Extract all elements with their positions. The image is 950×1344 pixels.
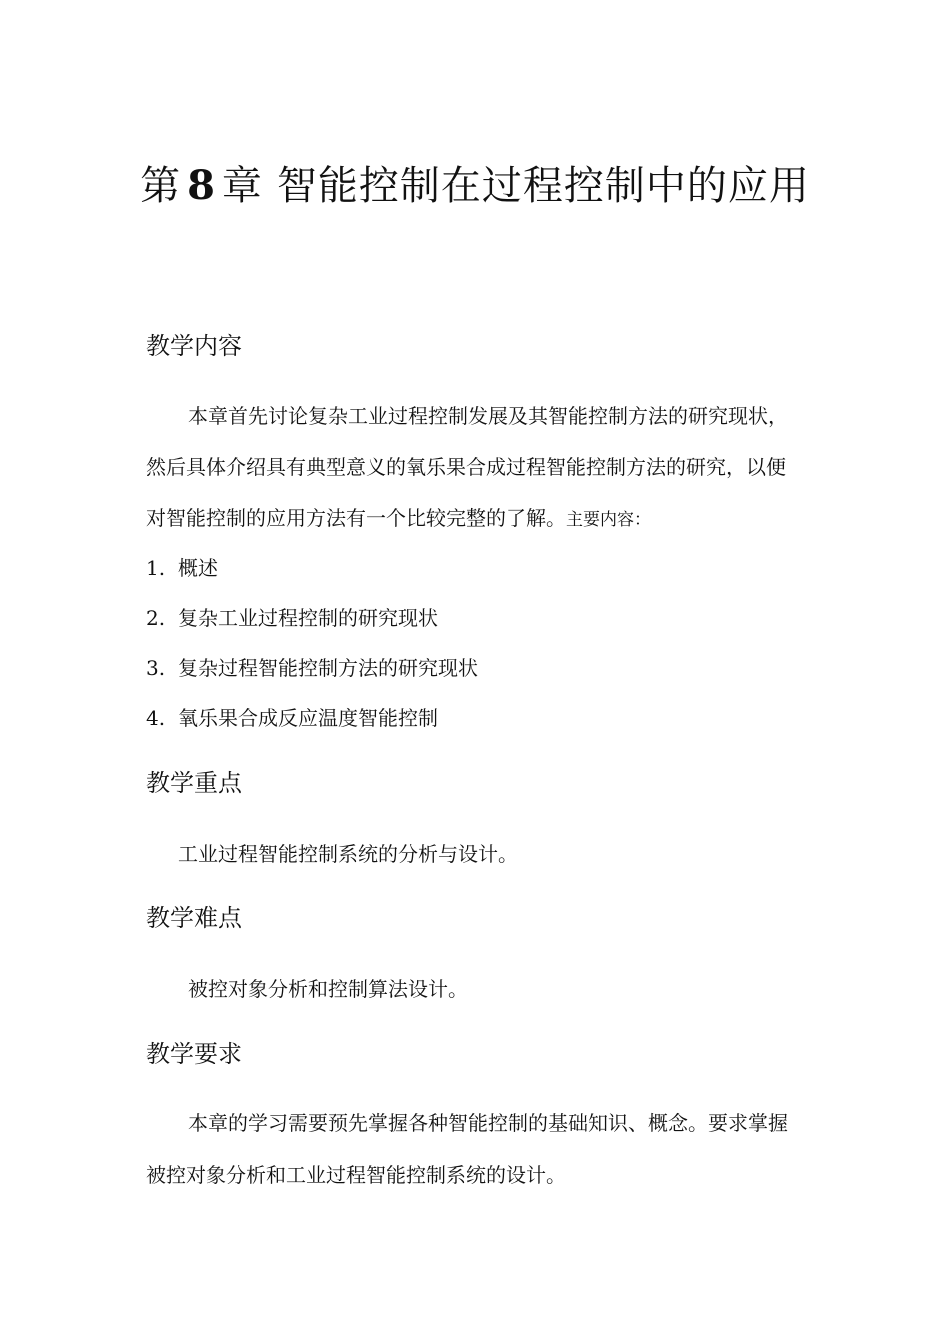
list-item-text: 概述 [178,556,218,580]
list-item-number: 3. [146,656,166,680]
chapter-title [0,158,950,214]
list-item-text: 复杂过程智能控制方法的研究现状 [178,656,478,680]
list-item-number: 4. [146,706,166,730]
requirements-para-line-1: 本章的学习需要预先掌握各种智能控制的基础知识、概念。要求掌握 [188,1111,788,1135]
section-heading-key-points: 教学重点 [146,769,242,797]
chapter-number: 8 [187,162,216,209]
content-para-line-3-text: 对智能控制的应用方法有一个比较完整的了解。 [146,506,566,530]
list-item-number: 1. [146,556,166,580]
chapter-suffix: 章 [221,163,263,209]
chapter-prefix: 第 [140,163,182,209]
section-heading-content: 教学内容 [146,332,242,360]
chapter-name: 智能控制在过程控制中的应用 [276,163,810,209]
difficulties-text: 被控对象分析和控制算法设计。 [188,977,468,1001]
content-para-line-3 [146,504,651,534]
content-para-line-3-small: 主要内容： [566,510,651,530]
list-item-text: 复杂工业过程控制的研究现状 [178,606,438,630]
content-para-line-1: 本章首先讨论复杂工业过程控制发展及其智能控制方法的研究现状， [188,404,788,428]
section-heading-difficulties: 教学难点 [146,904,242,932]
key-points-text: 工业过程智能控制系统的分析与设计。 [178,842,518,866]
list-item [146,654,478,682]
list-item [146,604,438,632]
requirements-para-line-2: 被控对象分析和工业过程智能控制系统的设计。 [146,1163,566,1187]
list-item-number: 2. [146,606,166,630]
list-item [146,554,218,582]
list-item [146,704,438,732]
content-para-line-2: 然后具体介绍具有典型意义的氧乐果合成过程智能控制方法的研究，以便 [146,455,786,479]
section-heading-requirements: 教学要求 [146,1040,242,1068]
list-item-text: 氧乐果合成反应温度智能控制 [178,706,438,730]
